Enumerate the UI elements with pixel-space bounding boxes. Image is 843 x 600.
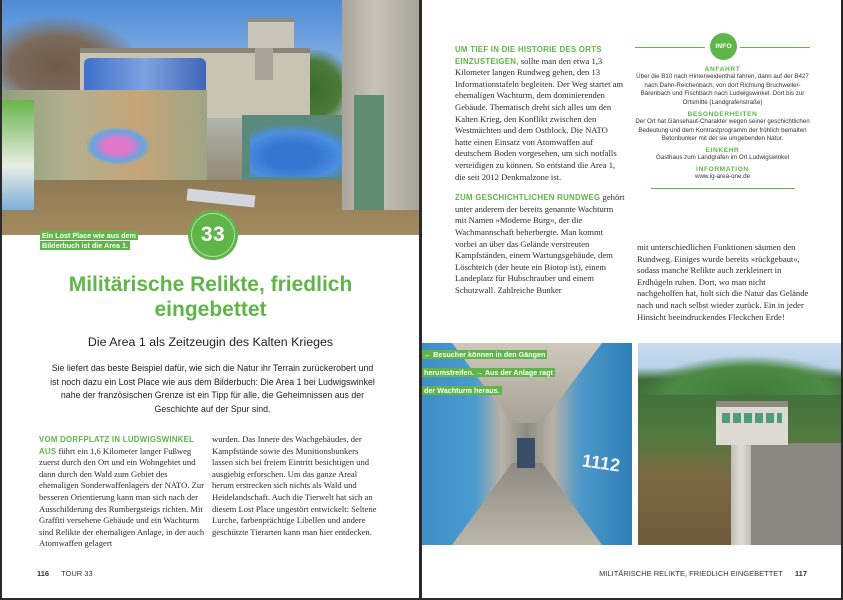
green-pillar-paint [354, 95, 384, 210]
info-section-anfahrt [635, 66, 810, 108]
section-lead: UM TIEF IN DIE HISTORIE DES ORTS EINZUSTEIGEN, [455, 45, 602, 66]
photo-caption: der Wachturm heraus. [424, 386, 500, 395]
corridor-floor [452, 463, 602, 545]
left-page [2, 0, 419, 598]
divider [740, 47, 810, 48]
page-number: 116 [37, 569, 50, 578]
photo-caption: ← Besucher können in den Gängen [424, 350, 546, 359]
info-section-besonderheiten [635, 111, 810, 144]
info-section-text: Gasthaus zum Landgrafen im Ort Ludwigswinkel [655, 153, 790, 161]
info-section-einkehr [635, 147, 810, 163]
photo-watchtower-aerial [638, 343, 841, 545]
watchtower-windows [722, 413, 782, 423]
info-section-title: ANFAHRT [704, 66, 741, 73]
body-text: sollte man den etwa 1,3 Kilometer langen Rundweg gehen, den 13 Informationstafeln begleiten. Der Weg startet am ehemaligen Wachturm, dem dominierenden Gebäude. Thematisch dreht sich alles um den Kalten Krieg, den Konflikt zwischen den Westmächten und dem Ostblock. Die NATO hatte einen Einsatz von Atomwaffen auf deutschem Boden vorgesehen, um sich notfalls verteidigen zu können. So entstand die Area 1, die seit 2012 Denkmalzone ist. [455, 55, 624, 182]
info-box [635, 33, 810, 189]
section-lead: ZUM GESCHICHTLICHEN RUNDWEG [455, 193, 601, 203]
info-header [635, 33, 810, 63]
page-subtitle: Die Area 1 als Zeitzeugin des Kalten Krieges [87, 335, 334, 349]
section-lead: VOM DORFPLATZ IN LUDWIGSWINKEL AUS [39, 435, 195, 456]
painted-column [2, 100, 34, 210]
info-section-information [635, 166, 810, 182]
graffiti-boom [250, 125, 355, 177]
page-number: 117 [794, 569, 807, 578]
body-text: gehört unter anderem der bereits genannte Wachturm mit Namen »Moderne Burg«, der die Wachmannschaft beherbergte. Man kommt vorbei an über das Gelände verstreuten Kampfständen, einem Wartungsgebäude, dem Löschteich (der heute ein Biotop ist), einem Landeplatz für Hubschrauber und einem Schutzwall. Zahlreiche Bunker [455, 192, 625, 295]
info-section-text: Über die B10 nach Hinterweidenthal fahren, dann auf der B427 nach Dahn-Reichenbach, von dort Richtung Bruchweiler-Bärenbach und Fischbach nach Ludwigswinkel. Dort bis zur Ortsmitte (Landgrafenstraße) [636, 73, 809, 107]
info-section-title: BESONDERHEITEN [687, 110, 758, 118]
body-text: führt ein 1,6 Kilometer langer Fußweg zuerst durch den Ort und ein Wohngebiet und dann durch den Wald zum Gebiet des ehemaligen Sonderwaffenlagers der NATO. Zur besseren Orientierung kann man sich nach der Ausschilderung des Rumbergsteigs richten. Mit Graffiti versehene Gebäude und ein Wachturm sind Relikte der ehemaligen Anlage, in der auch Atomwaffen gelagert [39, 445, 205, 549]
watchtower-shaft [731, 443, 751, 545]
page-footer-left [37, 569, 93, 578]
tour-number-badge [188, 210, 238, 260]
watchtower-head [716, 401, 788, 445]
forest-hill [638, 355, 841, 395]
running-head: MILITÄRISCHE RELIKTE, FRIEDLICH EINGEBETTET [599, 569, 783, 578]
page-title: Militärische Relikte, friedlich eingebettet [68, 273, 353, 321]
info-badge: INFO [710, 33, 737, 60]
page-footer-right [599, 569, 807, 578]
photo-caption: Bilderbuch ist die Area 1. [42, 241, 129, 250]
divider [651, 188, 795, 189]
graffiti-yoshi [87, 128, 149, 164]
body-text: wurden. Das Innere des Wachgebäudes, der Kampfstände sowie des Munitionsbunkers lassen sich bei freiem Eintritt besichtigen und ausgiebig erforschen. Um das ganze Areal herum erstrecken sich nichts als Wald und Heidelandschaft. Auch die Tierwelt hat sich an diesem Lost Place ungestört entwickelt: Seltene Lurche, farbenprächtige Libellen und andere geschützte Tierarten kann man hier entdecken. [212, 434, 377, 537]
watchtower-head [248, 18, 294, 48]
body-column-1 [455, 44, 625, 296]
hero-photo-graffiti-buildings [2, 0, 419, 235]
corridor-end [517, 438, 535, 468]
tour-number: 33 [200, 223, 226, 246]
divider [635, 47, 705, 48]
body-column-2 [637, 242, 812, 323]
info-section-title: INFORMATION [696, 165, 749, 173]
graffiti-number: 1112 [580, 450, 622, 476]
info-section-text: Der Ort hat Gänsehaut-Charakter wegen seiner geschichtlichen Bedeutung und dem Kontrastprogramm der fröhlich bemalten Betonbunker mit der sie umgebenden Natur. [635, 117, 810, 143]
body-column-2 [212, 434, 380, 538]
photo-caption: herumstreifen. → Aus der Anlage ragt [424, 368, 553, 377]
photo-captions [422, 344, 555, 398]
right-page [422, 0, 841, 598]
intro-paragraph: Sie liefert das beste Beispiel dafür, wie sich die Natur ihr Terrain zurückerobert und ist noch dazu ein Lost Place wie aus dem Bilderbuch: Die Area 1 bei Ludwigswinkel nahe der französischen Grenze ist ein Tipp für alle, die Geheimnissen aus der Geschichte auf der Spur sind. [50, 363, 375, 414]
photo-caption: Ein Lost Place wie aus dem [42, 231, 136, 240]
body-text: mit unterschiedlichen Funktionen säumen den Rundweg. Einiges wurde bereits »rückgebaut«, sodass manche Relikte auch zerkleinert in Erdhügeln ruhen. Dort, wo man nicht nachgeholfen hat, holt sich die Natur das Gelände nach und nach selbst wieder zurück. Ein in jeder Hinsicht beeindruckendes Fleckchen Erde! [637, 242, 809, 322]
paragraph [455, 44, 625, 183]
body-column-1 [39, 434, 207, 550]
info-section-title: EINKEHR [705, 146, 740, 154]
website-link[interactable]: www.ig-area-one.de [694, 172, 751, 180]
paragraph [455, 192, 625, 296]
running-head: TOUR 33 [61, 569, 93, 578]
